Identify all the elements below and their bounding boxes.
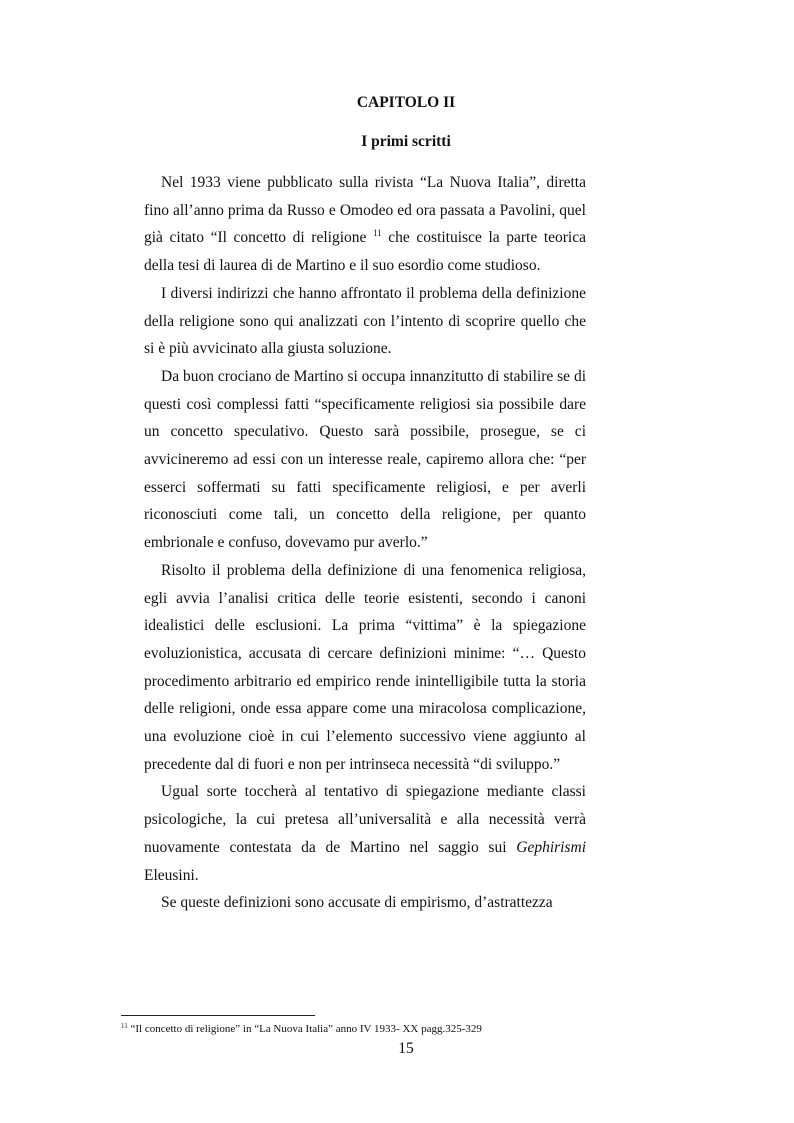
- paragraph-5-text-cont: Eleusini.: [144, 866, 199, 884]
- paragraph-5: [144, 778, 586, 889]
- paragraph-3: Da buon crociano de Martino si occupa innanzitutto di stabilire se di questi così complessi fatti “specificamente religiosi sia possibile dare un concetto speculativo. Questo sarà possibile, prosegue, se ci avvicineremo ad essi con un interesse reale, capiremo allora che: “per esserci soffermati su fatti specificamente religiosi, e per averli riconosciuti come tali, un concetto della religione, per quanto embrionale e confuso, dovevamo pur averlo.”: [144, 367, 586, 552]
- italic-title: Gephirismi: [516, 838, 586, 856]
- footnote-reference: 11: [373, 228, 382, 239]
- footnote: [121, 1022, 641, 1036]
- page-number: 15: [398, 1040, 414, 1057]
- chapter-title: I primi scritti: [361, 133, 451, 150]
- body-text: [144, 169, 586, 917]
- paragraph-1-text-cont: che costituisce la parte teorica della tesi di laurea di de Martino e il suo esordio come studioso.: [144, 229, 586, 275]
- paragraph-4: Risolto il problema della definizione di una fenomenica religiosa, egli avvia l’analisi critica delle teorie esistenti, secondo i canoni idealistici delle esclusioni. La prima “vittima” è la spiegazione evoluzionistica, accusata di cercare definizioni minime: “… Questo procedimento arbitrario ed empirico rende inintelligibile tutta la storia delle religioni, onde essa appare come una miracolosa complicazione, una evoluzione cioè in cui l’elemento successivo viene aggiunto al precedente dal di fuori e non per intrinseca necessità “di sviluppo.”: [144, 561, 586, 773]
- paragraph-6: Se queste definizioni sono accusate di empirismo, d’astrattezza: [161, 894, 553, 912]
- paragraph-2: I diversi indirizzi che hanno affrontato il problema della definizione della religione sono qui analizzati con l’intento di scoprire quello che si è più avvicinato alla giusta soluzione.: [144, 284, 586, 358]
- paragraph-5-text: Ugual sorte toccherà al tentativo di spiegazione mediante classi psicologiche, la cui pretesa all’universalità e alla necessità verrà nuovamente contestata da de Martino nel saggio sui: [144, 783, 586, 856]
- footnote-divider: [121, 1015, 315, 1016]
- paragraph-1: [144, 169, 586, 280]
- paragraph-1-text: Nel 1933 viene pubblicato sulla rivista “La Nuova Italia”, diretta fino all’anno prima da Russo e Omodeo ed ora passata a Pavolini, quel già citato “Il concetto di religione: [144, 174, 586, 247]
- footnote-text: “Il concetto di religione” in “La Nuova Italia” anno IV 1933- XX pagg.325-329: [127, 1023, 482, 1035]
- chapter-label: CAPITOLO II: [356, 94, 456, 111]
- footnote-number: 11: [121, 1022, 128, 1030]
